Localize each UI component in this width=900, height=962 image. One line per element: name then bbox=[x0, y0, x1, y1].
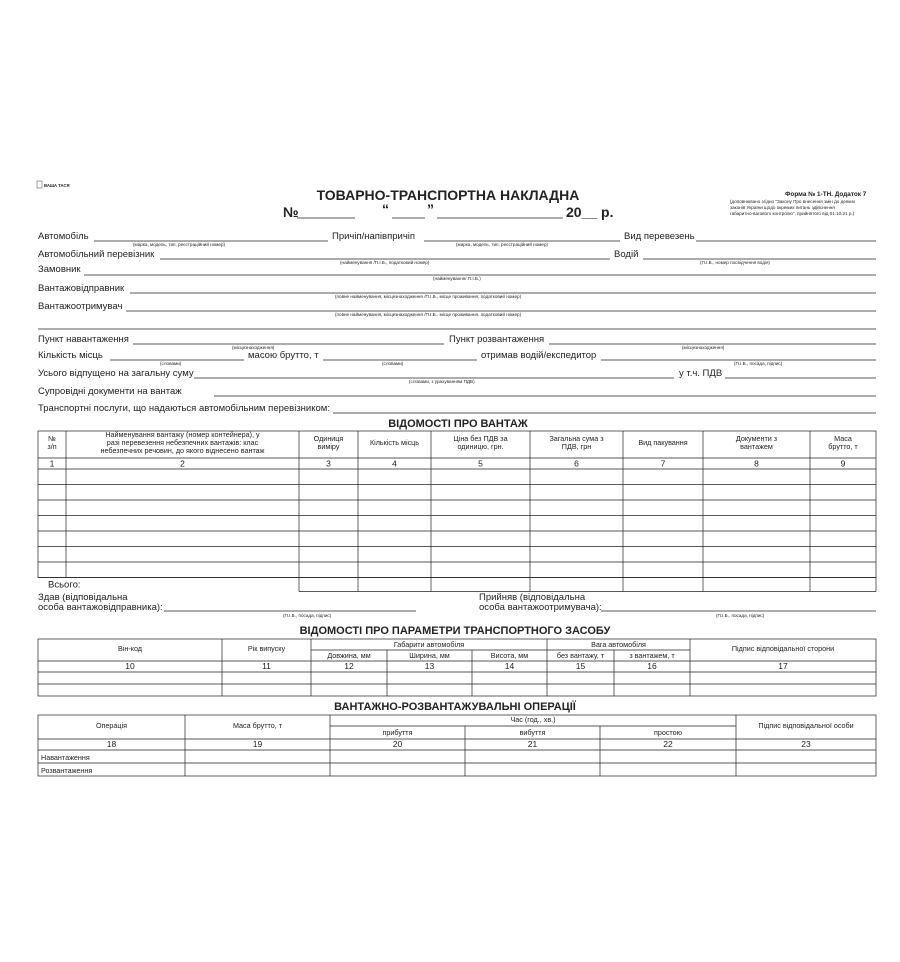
column-number: 10 bbox=[125, 661, 135, 671]
cell-text: з вантажем, т bbox=[629, 651, 675, 660]
header-fields bbox=[38, 231, 876, 414]
column-number: 11 bbox=[262, 661, 271, 671]
column-header: Загальна сума з bbox=[549, 434, 604, 443]
number-sign: № bbox=[283, 204, 299, 220]
cell-text: Він-код bbox=[117, 644, 143, 653]
svg-text:(словами): (словами) bbox=[160, 361, 182, 366]
column-header: № bbox=[48, 434, 56, 443]
svg-text:(словами): (словами) bbox=[382, 361, 404, 366]
transport-type-label: Вид перевезень bbox=[624, 231, 695, 242]
cargo-title: ВІДОМОСТІ ПРО ВАНТАЖ bbox=[388, 418, 528, 430]
svg-text:(П.І.Б., посада, підпис): (П.І.Б., посада, підпис) bbox=[716, 613, 765, 618]
vehicle-params-title: ВІДОМОСТІ ПРО ПАРАМЕТРИ ТРАНСПОРТНОГО ЗАСОБУ bbox=[299, 625, 611, 637]
column-number: 8 bbox=[754, 458, 759, 469]
loading-point-label: Пункт навантаження bbox=[38, 334, 129, 345]
column-number: 18 bbox=[106, 739, 117, 749]
svg-text:(словами, з урахуванням ПДВ): (словами, з урахуванням ПДВ) bbox=[409, 379, 475, 384]
column-header: небезпечних речовин, до якого віднесено вантаж bbox=[100, 446, 265, 455]
cell-text: Висота, мм bbox=[490, 651, 529, 660]
loading-ops-title: ВАНТАЖНО-РОЗВАНТАЖУВАЛЬНІ ОПЕРАЦІЇ bbox=[334, 701, 576, 713]
column-header: вантажем bbox=[740, 442, 773, 451]
svg-text:Здав (відповідальна: Здав (відповідальна bbox=[38, 592, 128, 603]
driver-label: Водій bbox=[614, 249, 639, 260]
form-note-line-3: габаритно-вагового контролю", прийнятого від 01.10.21 р.) bbox=[730, 211, 855, 216]
total-label: Всього: bbox=[48, 579, 81, 591]
svg-text:(П.І.Б., посада, підпис): (П.І.Б., посада, підпис) bbox=[734, 361, 783, 366]
docs-label: Супровідні документи на вантаж bbox=[38, 386, 182, 397]
consignee-label: Вантажоотримувач bbox=[38, 301, 123, 312]
column-number: 15 bbox=[575, 661, 586, 671]
column-number: 17 bbox=[778, 661, 788, 671]
column-number: 20 bbox=[392, 739, 403, 749]
column-number: 16 bbox=[647, 661, 657, 671]
form-note-line-1: (доповнювано згідно "Закону Про внесення змін до деяких bbox=[730, 199, 856, 204]
gross-mass-label: масою брутто, т bbox=[248, 350, 319, 361]
handover-block bbox=[38, 592, 876, 618]
column-number: 13 bbox=[424, 661, 435, 671]
cell-text: Підпис відповідальної особи bbox=[758, 721, 854, 730]
column-number: 5 bbox=[478, 458, 483, 469]
logo-text: ВАША ТАСЯ bbox=[44, 183, 70, 188]
cell-text: вибуття bbox=[519, 728, 546, 737]
column-header: Вид пакування bbox=[638, 438, 688, 447]
column-header: Ціна без ПДВ за bbox=[453, 434, 508, 443]
column-header: брутто, т bbox=[828, 442, 858, 451]
column-number: 1 bbox=[49, 458, 55, 469]
cell-text: Довжина, мм bbox=[327, 651, 371, 660]
column-number: 3 bbox=[326, 458, 331, 469]
column-header: Кількість місць bbox=[369, 438, 420, 447]
column-number: 21 bbox=[527, 739, 538, 749]
svg-text:(П.І.Б., номер посвідчення вод: (П.І.Б., номер посвідчення водія) bbox=[700, 260, 770, 265]
cell-text: Підпис відповідальної сторони bbox=[731, 644, 835, 653]
shipper-label: Вантажовідправник bbox=[38, 283, 125, 294]
cell-text: Час (год., хв.) bbox=[510, 715, 556, 724]
cell-text: Ширина, мм bbox=[409, 651, 450, 660]
cargo-table bbox=[38, 430, 876, 592]
column-header: Маса bbox=[834, 434, 852, 443]
column-number: 6 bbox=[574, 458, 579, 469]
svg-text:(місцезнаходження): (місцезнаходження) bbox=[682, 345, 725, 350]
svg-text:Прийняв (відповідальна: Прийняв (відповідальна bbox=[479, 592, 586, 603]
received-by-label: отримав водій/експедитор bbox=[481, 350, 597, 361]
cell-text: простою bbox=[653, 728, 683, 737]
column-number: 12 bbox=[344, 661, 354, 671]
column-number: 9 bbox=[840, 458, 846, 469]
table-border bbox=[38, 715, 876, 776]
vat-label: у т.ч. ПДВ bbox=[679, 368, 723, 379]
column-number: 7 bbox=[660, 458, 666, 469]
column-number: 19 bbox=[252, 739, 263, 749]
column-number: 2 bbox=[180, 458, 185, 469]
svg-text:(марка, модель, тип, реєстраці: (марка, модель, тип, реєстраційний номер) bbox=[133, 242, 226, 247]
unloading-point-label: Пункт розвантаження bbox=[449, 334, 545, 345]
services-label: Транспортні послуги, що надаються автомобільним перевізником: bbox=[38, 403, 330, 414]
column-number: 22 bbox=[663, 739, 673, 749]
page-title: ТОВАРНО-ТРАНСПОРТНА НАКЛАДНА bbox=[316, 187, 580, 203]
svg-text:(місцезнаходження): (місцезнаходження) bbox=[232, 345, 275, 350]
cell-text: Габарити автомобіля bbox=[393, 640, 465, 649]
publisher-logo bbox=[37, 181, 69, 188]
svg-text:(марка, модель, тип, реєстраці: (марка, модель, тип, реєстраційний номер) bbox=[456, 242, 549, 247]
svg-text:(найменування/ П.І.Б.): (найменування/ П.І.Б.) bbox=[433, 276, 481, 281]
column-number: 4 bbox=[392, 458, 397, 469]
column-number: 23 bbox=[801, 739, 811, 749]
carrier-label: Автомобільний перевізник bbox=[38, 249, 155, 260]
column-header: одиницю, грн. bbox=[457, 442, 504, 451]
cell-text: Маса брутто, т bbox=[232, 721, 283, 730]
form-note-line-2: законів України щодо окремих питань здійснення bbox=[730, 205, 835, 210]
column-header: з/п bbox=[47, 442, 57, 451]
column-header: Одиниця bbox=[313, 434, 344, 443]
svg-text:(повне найменування, місцезнах: (повне найменування, місцезнаходження /П.І.Б., місце проживання, податковий номер) bbox=[335, 294, 522, 299]
cell-text: без вантажу, т bbox=[556, 651, 605, 660]
svg-text:(найменування /П.І.Б., податко: (найменування /П.І.Б., податковий номер) bbox=[340, 260, 430, 265]
total-sum-label: Усього відпущено на загальну суму bbox=[38, 368, 194, 379]
vehicle-params-table bbox=[38, 639, 876, 696]
cell-text: Вага автомобіля bbox=[591, 640, 646, 649]
trailer-label: Причіп/напівпричіп bbox=[332, 231, 416, 242]
column-header: Найменування вантажу (номер контейнера), у bbox=[105, 430, 260, 439]
svg-text:(П.І.Б., посада, підпис): (П.І.Б., посада, підпис) bbox=[283, 613, 332, 618]
column-header: виміру bbox=[317, 442, 340, 451]
year-label: 20__ р. bbox=[566, 204, 614, 220]
row-label: Навантаження bbox=[41, 753, 90, 762]
column-number: 14 bbox=[504, 661, 515, 671]
svg-text:особа вантажоотримувача):: особа вантажоотримувача): bbox=[479, 602, 602, 613]
quote-close: ” bbox=[427, 201, 434, 217]
svg-text:особа вантажовідправника):: особа вантажовідправника): bbox=[38, 602, 163, 613]
column-header: разі перевезення небезпечних вантажів: клас bbox=[106, 438, 259, 447]
cell-text: Рік випуску bbox=[247, 644, 286, 653]
customer-label: Замовник bbox=[38, 264, 81, 275]
svg-text:(повне найменування, місцезнах: (повне найменування, місцезнаходження /П.І.Б., місце проживання, податковий номер) bbox=[335, 312, 522, 317]
column-header: Документи з bbox=[735, 434, 778, 443]
row-label: Розвантаження bbox=[41, 766, 93, 775]
form-id: Форма № 1-ТН. Додаток 7 bbox=[785, 191, 867, 198]
loading-ops-table bbox=[38, 715, 876, 776]
column-header: ПДВ, грн bbox=[561, 442, 592, 451]
cell-text: прибуття bbox=[382, 728, 413, 737]
vehicle-label: Автомобіль bbox=[38, 231, 89, 242]
quote-open: “ bbox=[382, 201, 389, 217]
places-count-label: Кількість місць bbox=[38, 350, 103, 361]
cell-text: Операція bbox=[95, 721, 128, 730]
